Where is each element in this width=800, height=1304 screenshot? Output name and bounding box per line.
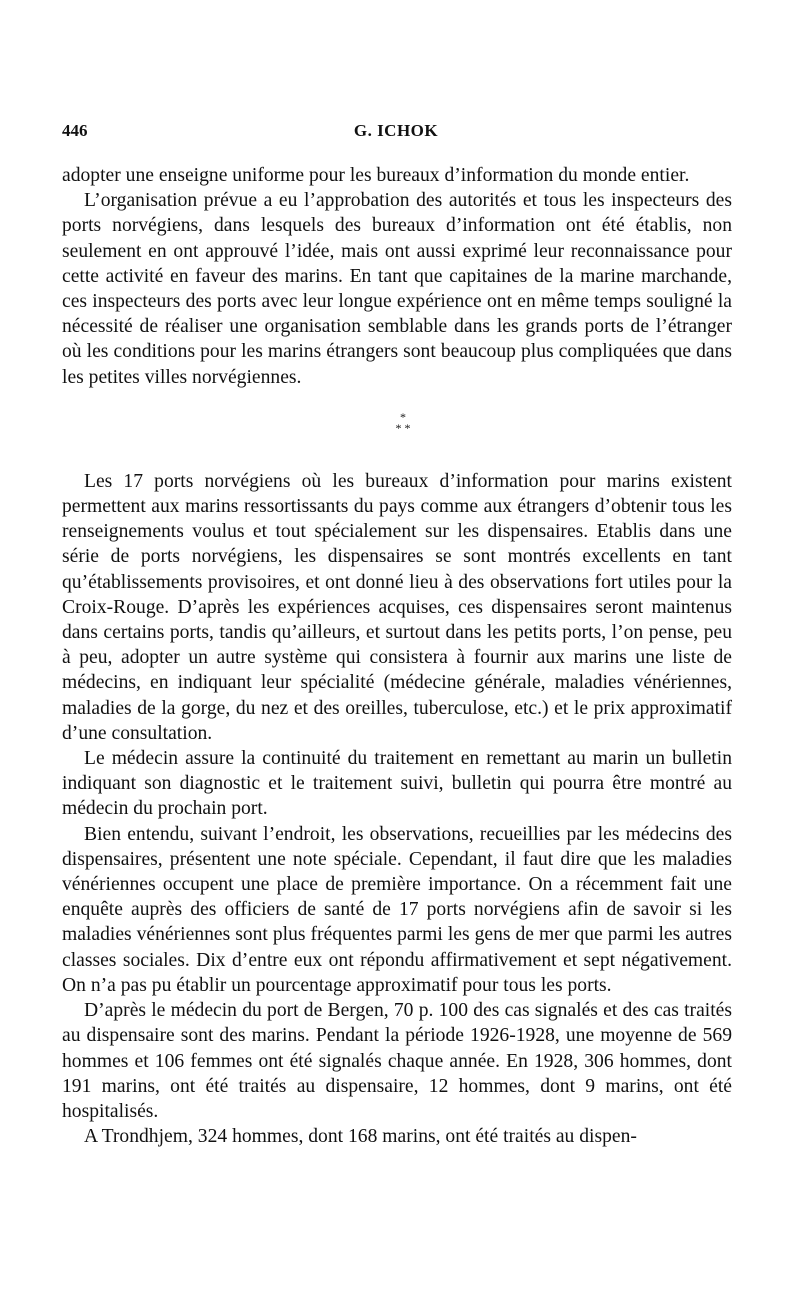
paragraph: Bien entendu, suivant l’endroit, les observations, recueillies par les médecins des dispensaires, présentent une note spéciale. Cependant, il faut dire que les maladies vénériennes occupent une place de première importance. On a récemment fait une enquête auprès des officiers de santé de 17 ports norvégiens afin de savoir si les maladies vénériennes sont plus fréquentes parmi les gens de mer que parmi les autres classes sociales. Dix d’entre eux ont répondu affirmativement et sept négativement. On n’a pas pu établir un pourcentage approximatif pour tous les ports.: [62, 823, 732, 996]
body-text: [62, 163, 732, 1149]
paragraph: Les 17 ports norvégiens où les bureaux d’information pour marins existent permettent aux marins ressortissants du pays comme aux étrangers d’obtenir tous les renseignements voulus et tout spécialement sur les dispensaires. Etablis dans une série de ports norvégiens, les dispensaires se sont montrés excellents en tant qu’établissements provisoires, et ont donné lieu à des observations fort utiles pour la Croix-Rouge. D’après les expériences acquises, ces dispensaires seront maintenus dans certains ports, tandis qu’ailleurs, et surtout dans les petits ports, l’on pense, peu à peu, adopter un autre système qui consistera à fournir aux marins une liste de médecins, en indiquant leur spécialité (médecine générale, maladies vénériennes, maladies de la gorge, du nez et des oreilles, tuberculose, etc.) et le prix approximatif d’une consultation.: [62, 470, 732, 744]
paragraph: L’organisation prévue a eu l’approbation des autorités et tous les inspecteurs des ports norvégiens, dans lesquels des bureaux d’information ont été établis, non seulement en ont approuvé l’idée, mais ont aussi exprimé leur reconnaissance pour cette activité en faveur des marins. En tant que capitaines de la marine marchande, ces inspecteurs des ports avec leur longue expérience ont en même temps souligné la nécessité de réaliser une organisation semblable dans les grands ports de l’étranger où les conditions pour les marins étrangers sont beaucoup plus compliquées que dans les petites villes norvégiennes.: [62, 190, 732, 388]
asterism-bottom: * *: [395, 420, 411, 435]
section-separator-asterism: [62, 409, 732, 435]
paragraph: Le médecin assure la continuité du traitement en remettant au marin un bulletin indiquant son diagnostic et le traitement suivi, bulletin qui pourra être montré au médecin du prochain port.: [62, 748, 732, 820]
asterism-top: *: [400, 409, 406, 424]
paragraph-continuation: adopter une enseigne uniforme pour les bureaux d’information du monde entier.: [62, 165, 690, 186]
page-header: [62, 121, 730, 143]
page-number: 446: [62, 121, 88, 140]
running-title: G. ICHOK: [353, 121, 439, 140]
paragraph: A Trondhjem, 324 hommes, dont 168 marins, ont été traités au dispen-: [84, 1126, 637, 1148]
paragraph: D’après le médecin du port de Bergen, 70 p. 100 des cas signalés et des cas traités au dispensaire sont des marins. Pendant la période 1926-1928, une moyenne de 569 hommes et 106 femmes ont été signalés chaque année. En 1928, 306 hommes, dont 191 marins, ont été traités au dispensaire, 12 hommes, dont 9 marins, ont été hospitalisés.: [62, 1000, 732, 1122]
